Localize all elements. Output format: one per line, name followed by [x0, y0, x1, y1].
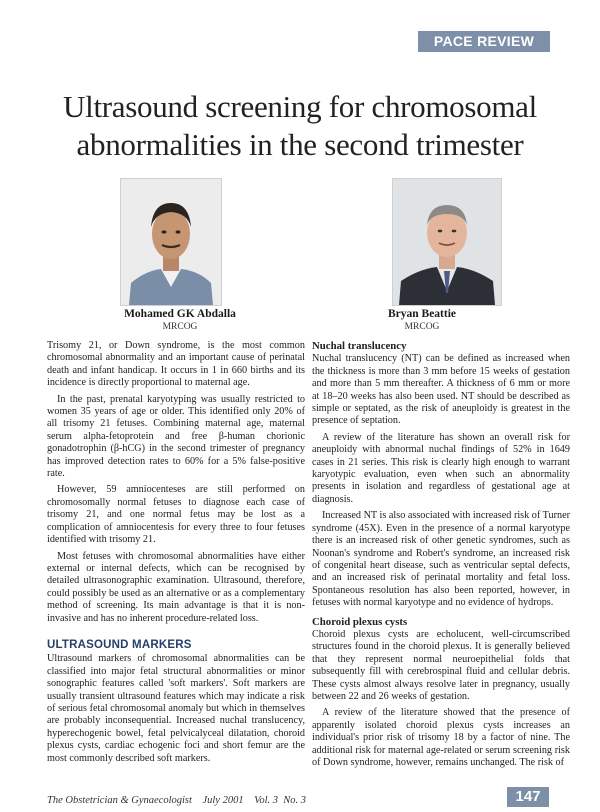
author-credentials-1: MRCOG — [162, 322, 198, 332]
intro-paragraph: Most fetuses with chromosomal abnormalities have either external or internal defects, which can be recognised by detailed ultrasonographic examination. Ultrasound, therefore, could possibly be used as an alternative or as a complementary method of screening. Its main advantage is that it is non-invasive and has no inherent procedure-related loss. — [47, 550, 305, 624]
author-credentials-2: MRCOG — [404, 322, 440, 332]
intro-paragraph: Trisomy 21, or Down syndrome, is the most common chromosomal abnormality and an important cause of perinatal death and infant handicap. It occurs in 1 in 660 births and its incidence is directly proportional to maternal age. — [47, 340, 305, 389]
section-tag: PACE REVIEW — [418, 31, 550, 52]
choroid-paragraph: A review of the literature showed that the presence of apparently isolated choroid plexus cysts increases an individual's prior risk of trisomy 18 by a factor of nine. The additional risk for maternal age-related or serum screening risk of Down syndrome, however, remains unchanged. The risk of — [312, 707, 570, 768]
title-line-1: Ultrasound screening for chromosomal — [63, 89, 537, 124]
choroid-paragraph: Choroid plexus cysts are echolucent, well-circumscribed structures found in the choroid plexus. It is generally believed that they represent normal neuroepithelial folds that subsequently fill with cerebrospinal fluid and cellular debris. These cysts almost always resolve later in pregnancy, usually between 22 and 26 weeks of gestation. — [312, 628, 570, 702]
author-photo-abdalla — [120, 178, 222, 306]
portrait-drawing — [393, 179, 501, 305]
intro-paragraph: However, 59 amniocenteses are still performed on chromosomally normal fetuses to diagnose each case of trisomy 21, and one normal fetus may be lost as a complication of amniocentesis for every three to four fetuses identified with trisomy 21. — [47, 484, 305, 546]
subheading-choroid-plexus: Choroid plexus cysts — [312, 615, 408, 628]
subheading-nuchal-translucency: Nuchal translucency — [312, 340, 407, 352]
nuchal-paragraph: Nuchal translucency (NT) can be defined as increased when the thickness is more than 3 mm before 15 weeks of gestation and more than 5 mm thereafter. A thickness of 6 mm or more at 18–20 weeks has also been used. NT should be described as simple or septated, as the risk of aneuploidy is greatest in the presence of septation. — [312, 353, 570, 427]
author-name-1: Mohamed GK Abdalla — [124, 308, 236, 320]
portrait-drawing — [121, 179, 221, 305]
footer-journal-name: The Obstetrician & Gynaecologist — [47, 795, 192, 806]
footer-volume: Vol. 3 — [254, 795, 278, 806]
title-line-2: abnormalities in the second trimester — [76, 127, 524, 162]
intro-paragraph: In the past, prenatal karyotyping was usually restricted to women 35 years of age or older. This identified only 20% of all trisomy 21 fetuses. Combining maternal age, maternal serum alpha-fetoprotein and free β-human chorionic gonadotrophin (β-hCG) in the second trimester of pregnancy has improved detection rates to 60% for a 5% false-positive rate. — [47, 393, 305, 480]
article-title — [40, 88, 560, 164]
footer-issue: No. 3 — [283, 795, 307, 806]
author-photo-beattie — [392, 178, 502, 306]
nuchal-paragraph: Increased NT is also associated with increased risk of Turner syndrome (45X). Even in the presence of a normal karyotype there is an increased risk of other genetic syndromes, such as Noonan's syndrome and Robert's syndrome, an increased risk of congenital heart disease, such as ventricular septal defects, and an increased risk of perinatal mortality and fetal loss. Spontaneous resolution has also been reported, however, in fetuses with normal karyotype and no evidence of hydrops. — [312, 510, 570, 609]
footer-citation — [47, 795, 306, 806]
page-number: 147 — [507, 787, 549, 807]
footer-date: July 2001 — [202, 795, 244, 806]
markers-paragraph: Ultrasound markers of chromosomal abnormalities can be classified into major fetal structural abnormalities or minor sonographic features called 'soft markers'. Soft markers are usually transient ultrasound features which may indicate a risk of serious fetal chromosomal anomaly but which in themselves are probably inconsequential. Increased nuchal translucency, hyperechogenic bowel, fetal pelvicalyceal dilatation, choroid plexus cysts, cardiac echogenic foci and short femur are the most commonly described soft markers. — [47, 653, 305, 764]
left-column — [47, 340, 305, 769]
section-heading-ultrasound-markers: ULTRASOUND MARKERS — [47, 638, 192, 651]
nuchal-paragraph: A review of the literature has shown an overall risk for aneuploidy with abnormal nuchal findings of 52% in 1649 cases in 21 series. This risk is clearly high enough to warrant karyotypic evaluation, even when such an abnormality presents in isolation and regardless of gestational age at diagnosis. — [312, 431, 570, 505]
author-name-2: Bryan Beattie — [387, 308, 457, 320]
right-column — [312, 340, 570, 773]
